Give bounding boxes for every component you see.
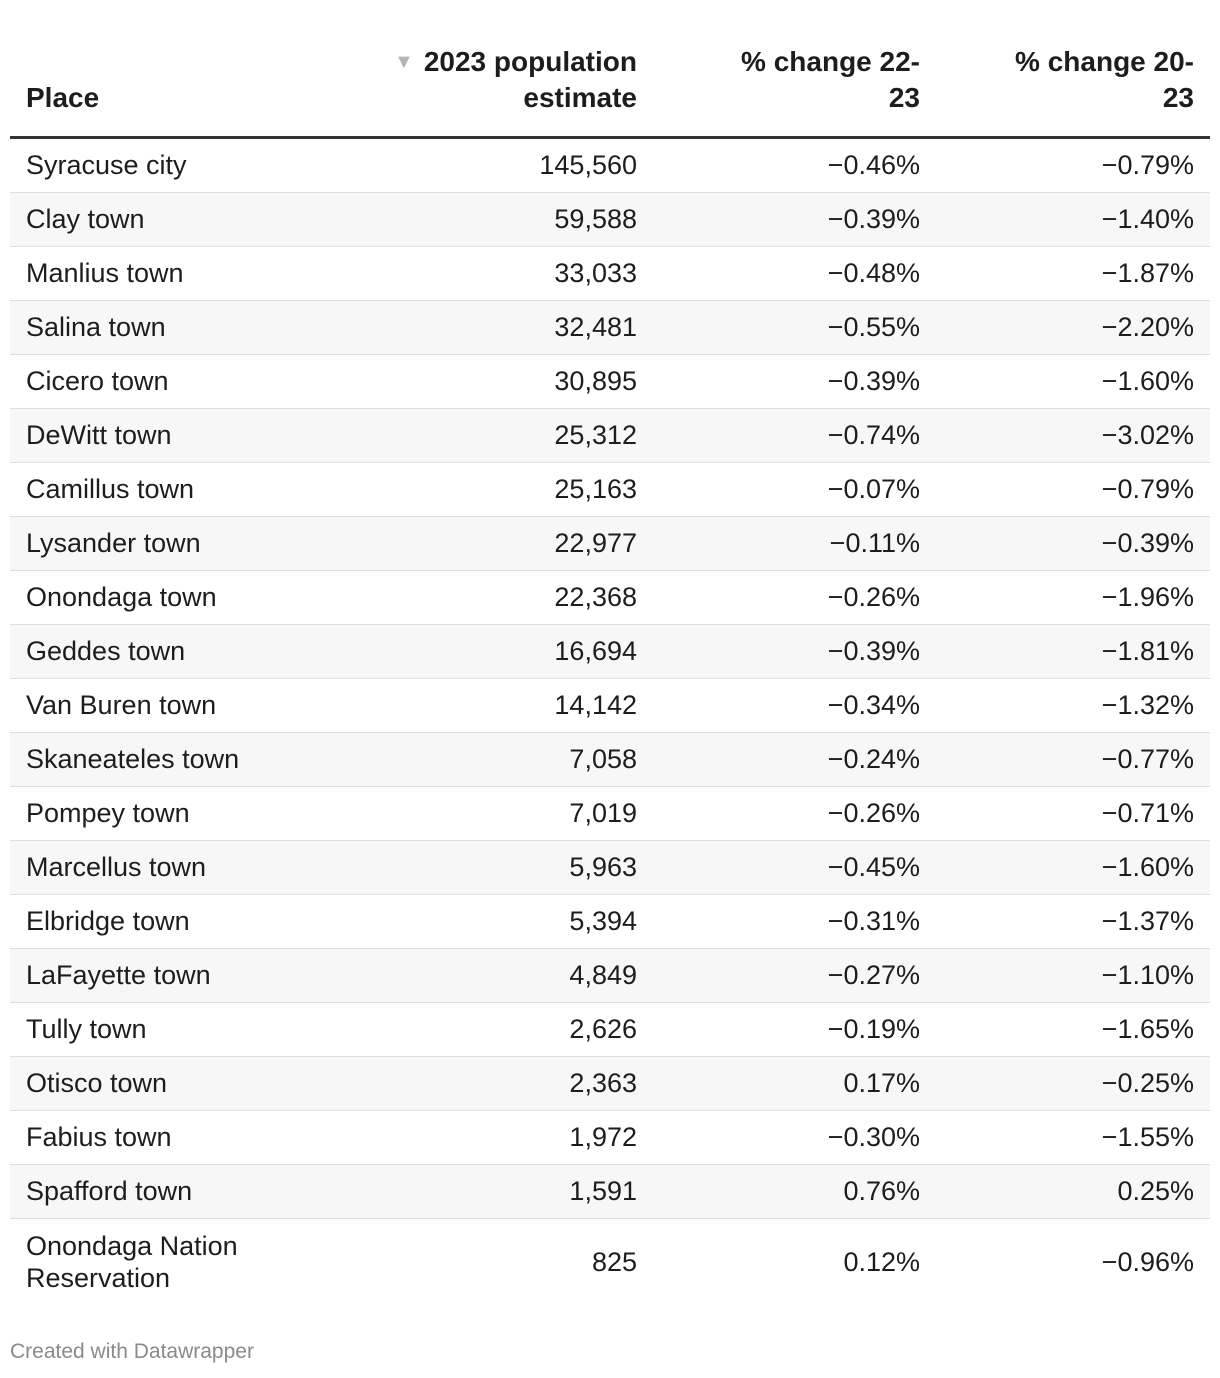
cell-population: 59,588 (340, 193, 653, 247)
cell-change-20-23: −0.39% (936, 517, 1210, 571)
cell-population: 25,312 (340, 409, 653, 463)
cell-place: Onondaga town (10, 571, 340, 625)
cell-change-20-23: −0.77% (936, 733, 1210, 787)
cell-population: 7,058 (340, 733, 653, 787)
cell-change-22-23: −0.24% (653, 733, 936, 787)
cell-change-22-23: −0.55% (653, 301, 936, 355)
cell-change-20-23: −0.25% (936, 1057, 1210, 1111)
cell-change-22-23: −0.74% (653, 409, 936, 463)
cell-population: 5,963 (340, 841, 653, 895)
cell-place: Manlius town (10, 247, 340, 301)
column-header-population[interactable] (340, 36, 653, 138)
cell-change-20-23: −1.60% (936, 355, 1210, 409)
cell-change-22-23: 0.12% (843, 1247, 920, 1277)
cell-population: 4,849 (340, 949, 653, 1003)
column-header-place[interactable] (10, 36, 340, 138)
cell-change-22-23: −0.39% (653, 355, 936, 409)
cell-place: Elbridge town (10, 895, 340, 949)
cell-population: 145,560 (340, 138, 653, 193)
cell-change-20-23: 0.25% (936, 1165, 1210, 1219)
cell-change-20-23: −1.55% (936, 1111, 1210, 1165)
cell-population: 825 (591, 1247, 637, 1277)
table-row (10, 1111, 1210, 1165)
cell-change-20-23: −1.96% (936, 571, 1210, 625)
cell-place: Van Buren town (10, 679, 340, 733)
cell-population: 32,481 (340, 301, 653, 355)
table-row (10, 247, 1210, 301)
cell-change-22-23: −0.19% (653, 1003, 936, 1057)
cell-place: Onondaga Nation Reservation (26, 1231, 238, 1293)
table-row (10, 787, 1210, 841)
cell-place: Marcellus town (10, 841, 340, 895)
table-row (10, 301, 1210, 355)
table-row (10, 679, 1210, 733)
table-row (10, 355, 1210, 409)
table-row (10, 1219, 1210, 1306)
table-row (10, 625, 1210, 679)
cell-population: 25,163 (340, 463, 653, 517)
cell-change-20-23: −2.20% (936, 301, 1210, 355)
cell-change-20-23: −3.02% (936, 409, 1210, 463)
table-row (10, 949, 1210, 1003)
cell-change-20-23: −1.32% (936, 679, 1210, 733)
cell-population: 33,033 (340, 247, 653, 301)
table-row (10, 463, 1210, 517)
cell-population: 14,142 (340, 679, 653, 733)
table-row (10, 841, 1210, 895)
table-row (10, 895, 1210, 949)
cell-change-20-23: −1.60% (936, 841, 1210, 895)
table-header-row (10, 36, 1210, 138)
cell-place: Spafford town (10, 1165, 340, 1219)
table-row (10, 517, 1210, 571)
cell-change-22-23: 0.17% (653, 1057, 936, 1111)
table-row (10, 1165, 1210, 1219)
cell-place: Syracuse city (10, 138, 340, 193)
column-header-label: Place (26, 82, 100, 113)
cell-change-22-23: −0.39% (653, 625, 936, 679)
cell-population: 22,977 (340, 517, 653, 571)
cell-place: Fabius town (10, 1111, 340, 1165)
cell-change-22-23: −0.39% (653, 193, 936, 247)
column-header-change-22-23[interactable] (653, 36, 936, 138)
cell-place: Clay town (10, 193, 340, 247)
column-header-label: % change 20- 23 (1015, 46, 1194, 113)
cell-change-22-23: −0.26% (653, 571, 936, 625)
cell-change-22-23: −0.46% (653, 138, 936, 193)
cell-population: 2,363 (340, 1057, 653, 1111)
cell-change-22-23: −0.45% (653, 841, 936, 895)
table-row (10, 138, 1210, 193)
cell-change-20-23: −0.96% (1101, 1247, 1194, 1277)
cell-change-22-23: −0.27% (653, 949, 936, 1003)
cell-change-20-23: −0.79% (936, 463, 1210, 517)
cell-population: 30,895 (340, 355, 653, 409)
table-row (10, 1057, 1210, 1111)
cell-place: DeWitt town (10, 409, 340, 463)
cell-population: 1,972 (340, 1111, 653, 1165)
cell-population: 5,394 (340, 895, 653, 949)
cell-change-22-23: −0.34% (653, 679, 936, 733)
cell-place: Pompey town (10, 787, 340, 841)
cell-change-22-23: 0.76% (653, 1165, 936, 1219)
column-header-change-20-23[interactable] (936, 36, 1210, 138)
cell-change-20-23: −1.10% (936, 949, 1210, 1003)
cell-place: Camillus town (10, 463, 340, 517)
cell-population: 7,019 (340, 787, 653, 841)
cell-change-20-23: −1.40% (936, 193, 1210, 247)
cell-change-22-23: −0.11% (653, 517, 936, 571)
cell-population: 16,694 (340, 625, 653, 679)
footer-credit: Created with Datawrapper (10, 1340, 254, 1363)
cell-change-20-23: −1.37% (936, 895, 1210, 949)
cell-change-20-23: −0.71% (936, 787, 1210, 841)
cell-population: 2,626 (340, 1003, 653, 1057)
cell-place: Salina town (10, 301, 340, 355)
cell-change-22-23: −0.48% (653, 247, 936, 301)
table-row (10, 409, 1210, 463)
cell-place: Tully town (10, 1003, 340, 1057)
cell-change-20-23: −1.65% (936, 1003, 1210, 1057)
column-header-label: 2023 population estimate (423, 46, 637, 113)
column-header-label: % change 22- 23 (741, 46, 920, 113)
cell-change-22-23: −0.26% (653, 787, 936, 841)
cell-population: 22,368 (340, 571, 653, 625)
cell-place: Otisco town (10, 1057, 340, 1111)
sort-descending-icon: ▼ (394, 51, 414, 73)
cell-change-22-23: −0.31% (653, 895, 936, 949)
cell-place: LaFayette town (10, 949, 340, 1003)
cell-change-22-23: −0.07% (653, 463, 936, 517)
table-row (10, 571, 1210, 625)
cell-place: Geddes town (10, 625, 340, 679)
cell-place: Cicero town (10, 355, 340, 409)
cell-change-20-23: −1.81% (936, 625, 1210, 679)
cell-place: Skaneateles town (10, 733, 340, 787)
table-row (10, 193, 1210, 247)
cell-change-20-23: −1.87% (936, 247, 1210, 301)
table-row (10, 1003, 1210, 1057)
table-row (10, 733, 1210, 787)
population-table (10, 36, 1210, 1305)
cell-place: Lysander town (10, 517, 340, 571)
data-table-container (10, 36, 1210, 1305)
table-body (10, 138, 1210, 1306)
cell-change-20-23: −0.79% (936, 138, 1210, 193)
cell-change-22-23: −0.30% (653, 1111, 936, 1165)
cell-population: 1,591 (340, 1165, 653, 1219)
